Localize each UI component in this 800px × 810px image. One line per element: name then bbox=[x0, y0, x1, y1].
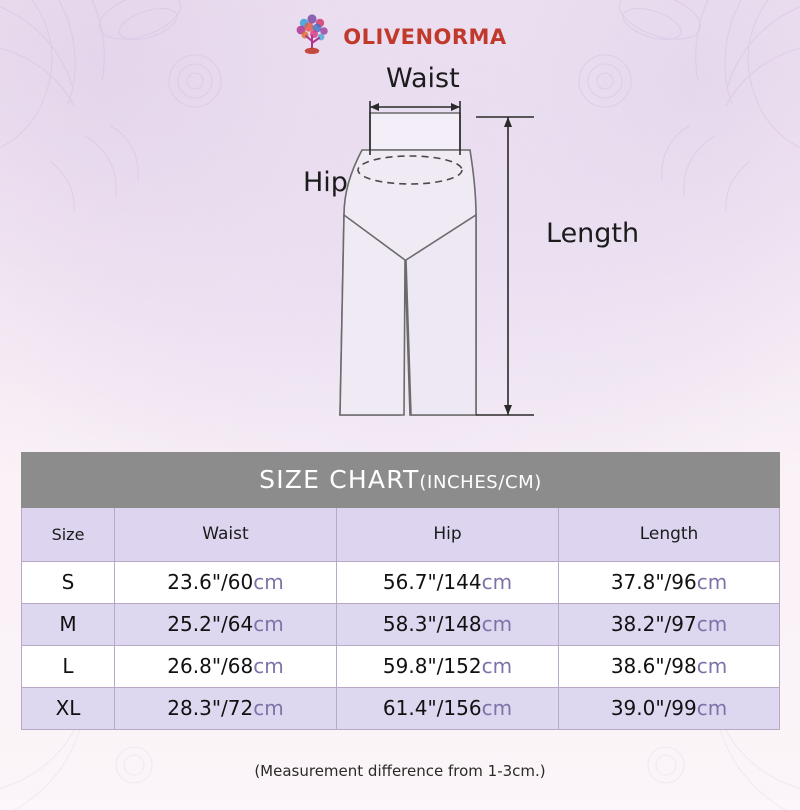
cell-waist-unit: cm bbox=[253, 696, 284, 720]
table-title-row bbox=[22, 453, 780, 508]
cell-length bbox=[559, 646, 780, 688]
cell-waist-unit: cm bbox=[253, 654, 284, 678]
cell-size: S bbox=[22, 562, 115, 604]
cell-waist-value: 25.2"/64 bbox=[167, 612, 254, 636]
cell-hip-value: 61.4"/156 bbox=[382, 696, 482, 720]
cell-size: M bbox=[22, 604, 115, 646]
cell-waist bbox=[115, 646, 337, 688]
table-title-main: SIZE CHART bbox=[259, 465, 420, 494]
cell-length-unit: cm bbox=[696, 654, 728, 678]
measurement-note: (Measurement difference from 1-3cm.) bbox=[254, 762, 546, 780]
cell-hip bbox=[337, 604, 559, 646]
cell-hip-value: 59.8"/152 bbox=[382, 654, 482, 678]
cell-length-value: 39.0"/99 bbox=[610, 696, 697, 720]
cell-length-value: 38.2"/97 bbox=[610, 612, 697, 636]
column-header-size: Size bbox=[22, 508, 115, 562]
cell-hip-value: 56.7"/144 bbox=[382, 570, 482, 594]
cell-length-unit: cm bbox=[696, 570, 728, 594]
table-row bbox=[22, 604, 780, 646]
pants-diagram-svg bbox=[0, 55, 800, 450]
cell-hip bbox=[337, 562, 559, 604]
column-header-length: Length bbox=[559, 508, 780, 562]
cell-hip bbox=[337, 688, 559, 730]
hip-label: Hip bbox=[303, 167, 348, 198]
cell-length bbox=[559, 688, 780, 730]
cell-hip-value: 58.3"/148 bbox=[382, 612, 482, 636]
cell-length-value: 38.6"/98 bbox=[610, 654, 697, 678]
cell-length-unit: cm bbox=[696, 696, 728, 720]
table-title-sub: (INCHES/CM) bbox=[419, 472, 542, 493]
brand-header bbox=[0, 14, 800, 60]
cell-hip-unit: cm bbox=[481, 612, 513, 636]
cell-waist bbox=[115, 562, 337, 604]
cell-hip-unit: cm bbox=[481, 570, 513, 594]
size-chart-table bbox=[21, 452, 780, 730]
cell-waist-value: 23.6"/60 bbox=[167, 570, 254, 594]
cell-waist bbox=[115, 604, 337, 646]
cell-waist bbox=[115, 688, 337, 730]
cell-waist-value: 26.8"/68 bbox=[167, 654, 254, 678]
column-header-hip: Hip bbox=[337, 508, 559, 562]
cell-length-unit: cm bbox=[696, 612, 728, 636]
tree-logo-icon bbox=[293, 14, 333, 60]
cell-length bbox=[559, 562, 780, 604]
table-row bbox=[22, 688, 780, 730]
length-label: Length bbox=[546, 218, 640, 249]
cell-size: L bbox=[22, 646, 115, 688]
column-header-waist: Waist bbox=[115, 508, 337, 562]
table-row bbox=[22, 562, 780, 604]
pants-measurement-illustration bbox=[0, 55, 800, 450]
cell-size: XL bbox=[22, 688, 115, 730]
brand-name: OLIVENORMA bbox=[343, 25, 507, 49]
cell-hip bbox=[337, 646, 559, 688]
waist-label: Waist bbox=[386, 63, 460, 94]
length-measure-line bbox=[476, 117, 534, 415]
cell-length bbox=[559, 604, 780, 646]
table-header-row bbox=[22, 508, 780, 562]
cell-waist-unit: cm bbox=[253, 570, 284, 594]
cell-waist-value: 28.3"/72 bbox=[167, 696, 254, 720]
cell-hip-unit: cm bbox=[481, 696, 513, 720]
cell-hip-unit: cm bbox=[481, 654, 513, 678]
table-row bbox=[22, 646, 780, 688]
table-title-cell bbox=[22, 453, 780, 508]
cell-length-value: 37.8"/96 bbox=[610, 570, 697, 594]
cell-waist-unit: cm bbox=[253, 612, 284, 636]
